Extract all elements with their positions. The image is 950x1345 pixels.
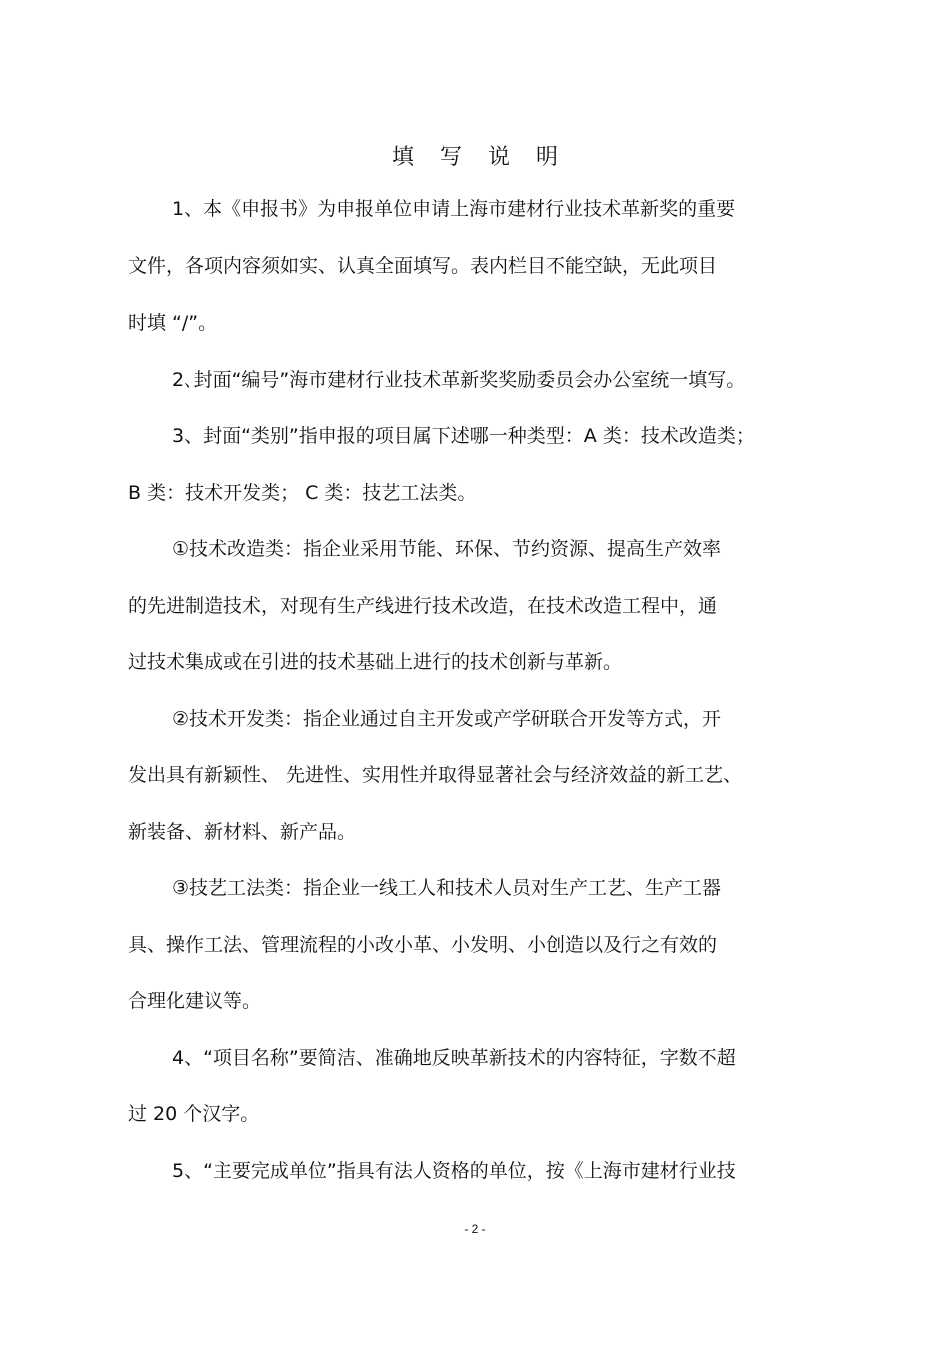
paragraph-line: 的先进制造技术，对现有生产线进行技术改造，在技术改造工程中，通 [128, 595, 718, 617]
paragraph-line: B 类：技术开发类； C 类：技艺工法类。 [128, 482, 477, 504]
page-number: - 2 - [464, 1222, 486, 1236]
paragraph-line: 1、本《申报书》为申报单位申请上海市建材行业技术革新奖的重要 [172, 198, 736, 220]
paragraph-line: ②技术开发类：指企业通过自主开发或产学研联合开发等方式，开 [172, 708, 722, 730]
paragraph-line: ③技艺工法类：指企业一线工人和技术人员对生产工艺、生产工器 [172, 877, 722, 899]
paragraph-line: 文件，各项内容须如实、认真全面填写。表内栏目不能空缺，无此项目 [128, 255, 718, 277]
paragraph-line: 过技术集成或在引进的技术基础上进行的技术创新与革新。 [128, 651, 623, 673]
paragraph-line: 4、“项目名称”要简洁、准确地反映革新技术的内容特征，字数不超 [172, 1047, 736, 1069]
paragraph-line: 5、“主要完成单位”指具有法人资格的单位，按《上海市建材行业技 [172, 1160, 736, 1182]
paragraph-line: 合理化建议等。 [128, 990, 262, 1012]
paragraph-line: 3、封面“类别”指申报的项目属下述哪一种类型：A 类：技术改造类； [172, 425, 755, 447]
paragraph-line: 新装备、新材料、新产品。 [128, 821, 357, 843]
paragraph-line: 时填 “/”。 [128, 312, 218, 334]
page-title: 填写说明 [391, 145, 584, 170]
paragraph-line: ①技术改造类：指企业采用节能、环保、节约资源、提高生产效率 [172, 538, 722, 560]
paragraph-line: 发出具有新颖性、 先进性、实用性并取得显著社会与经济效益的新工艺、 [128, 764, 743, 786]
paragraph-line: 具、操作工法、管理流程的小改小革、小发明、小创造以及行之有效的 [128, 934, 718, 956]
paragraph-line: 过 20 个汉字。 [128, 1103, 260, 1125]
paragraph-line: 2､封面“编号”海市建材行业技术革新奖奖励委员会办公室统一填写。 [172, 369, 746, 391]
